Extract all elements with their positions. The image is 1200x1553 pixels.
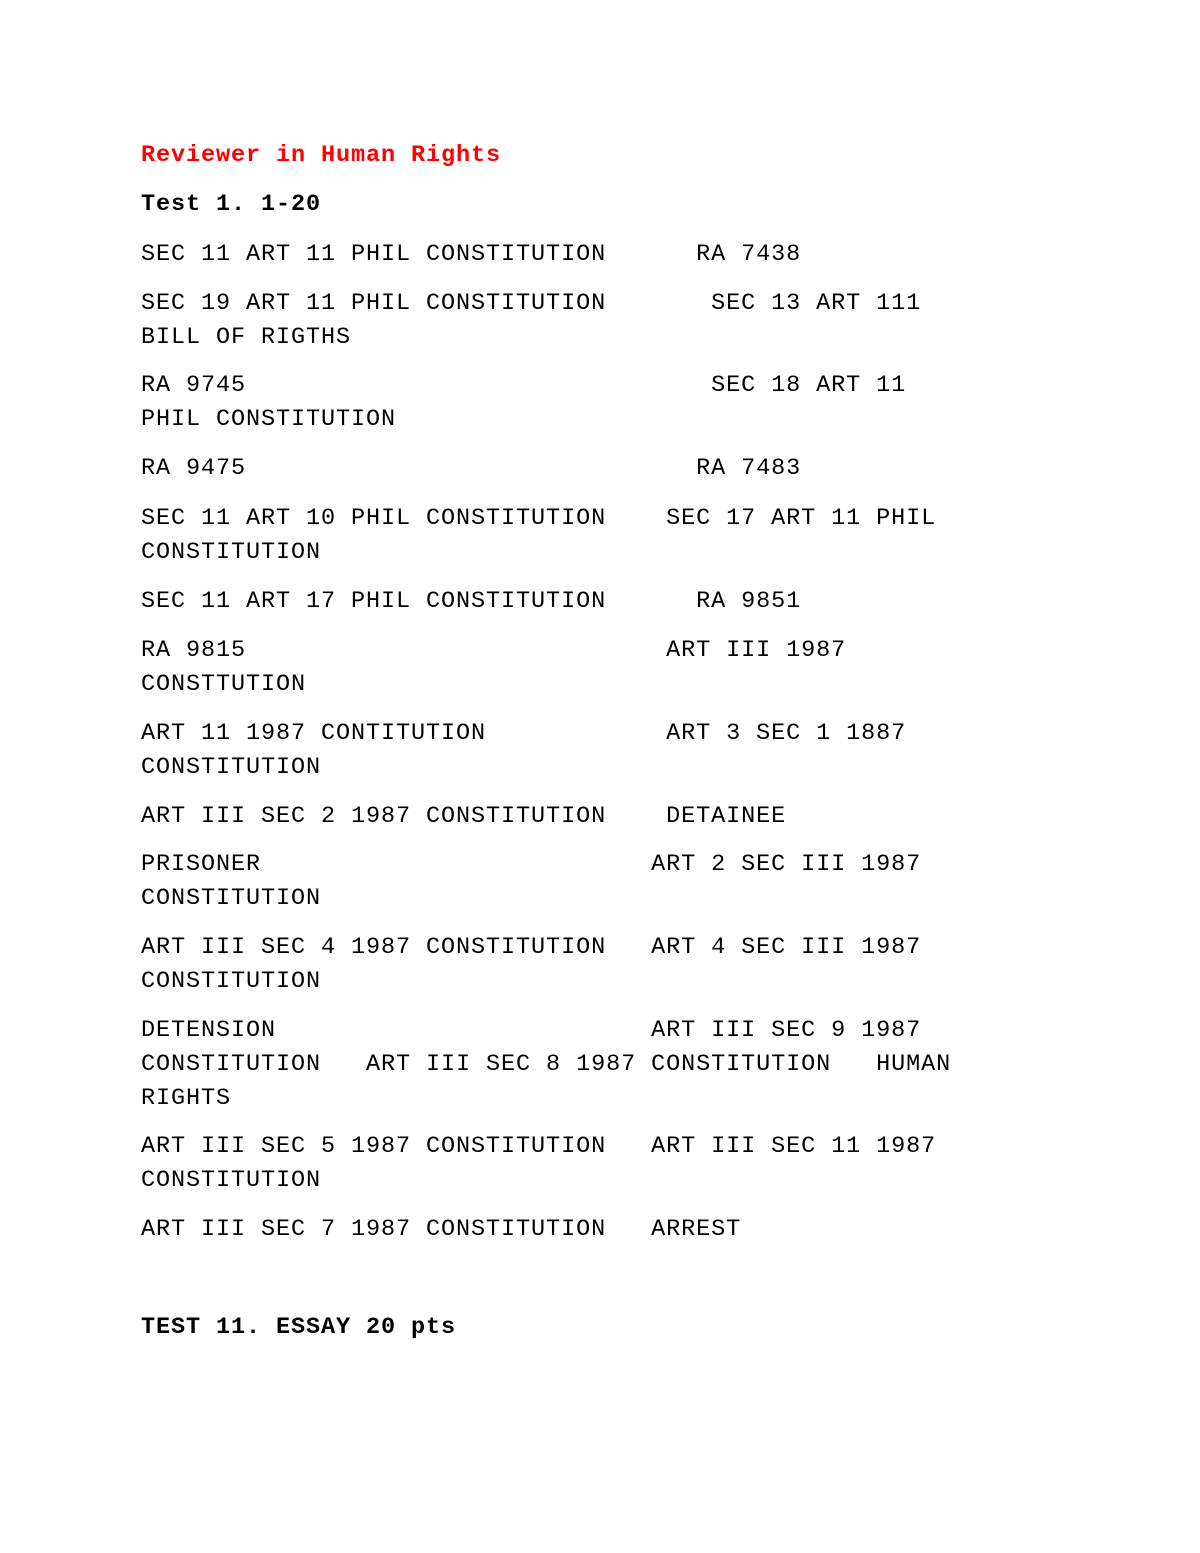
test-2-heading: TEST 11. ESSAY 20 pts	[141, 1314, 457, 1341]
answer-line-8: ART 11 1987 CONTITUTION ART 3 SEC 1 1887 CONSTITUTION	[141, 720, 907, 781]
answer-line-4: RA 9475 RA 7483	[141, 455, 802, 482]
answer-line-13: ART III SEC 5 1987 CONSTITUTION ART III SEC 11 1987 CONSTITUTION	[141, 1133, 937, 1194]
answer-line-2: SEC 19 ART 11 PHIL CONSTITUTION SEC 13 ART 111 BILL OF RIGTHS	[141, 290, 922, 351]
answer-line-6: SEC 11 ART 17 PHIL CONSTITUTION RA 9851	[141, 588, 802, 615]
answer-line-3: RA 9745 SEC 18 ART 11 PHIL CONSTITUTION	[141, 372, 907, 433]
answer-line-14: ART III SEC 7 1987 CONSTITUTION ARREST	[141, 1216, 742, 1243]
answer-line-5: SEC 11 ART 10 PHIL CONSTITUTION SEC 17 ART 11 PHIL CONSTITUTION	[141, 505, 937, 566]
document-title: Reviewer in Human Rights	[141, 142, 502, 169]
answer-line-7: RA 9815 ART III 1987 CONSTTUTION	[141, 637, 847, 698]
answer-line-10: PRISONER ART 2 SEC III 1987 CONSTITUTION	[141, 851, 922, 912]
test-1-heading: Test 1. 1-20	[141, 191, 322, 218]
answer-line-1: SEC 11 ART 11 PHIL CONSTITUTION RA 7438	[141, 241, 802, 268]
answer-line-9: ART III SEC 2 1987 CONSTITUTION DETAINEE	[141, 803, 787, 830]
answer-line-11: ART III SEC 4 1987 CONSTITUTION ART 4 SEC III 1987 CONSTITUTION	[141, 934, 922, 995]
answer-line-12: DETENSION ART III SEC 9 1987 CONSTITUTION ART III SEC 8 1987 CONSTITUTION HUMAN RIGHTS	[141, 1017, 952, 1112]
